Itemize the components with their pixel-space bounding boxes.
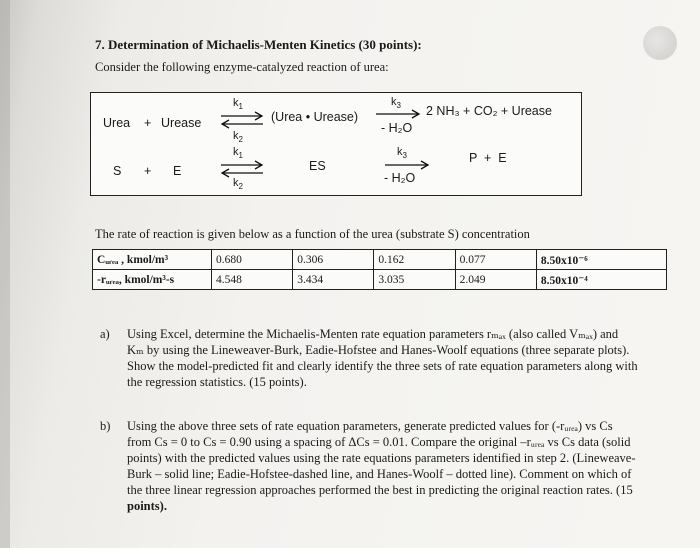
- table-cell: 8.50x10⁻⁴: [536, 270, 666, 290]
- table-cell: 8.50x10⁻⁶: [536, 250, 666, 270]
- table-cell: 0.077: [455, 250, 536, 270]
- question-title: 7. Determination of Michaelis-Menten Kinetics (30 points):: [95, 37, 422, 52]
- table-cell: 4.548: [212, 270, 293, 290]
- camera-dot: [643, 26, 677, 60]
- item-b-body: [127, 418, 636, 514]
- table-row-label: -rᵤᵣₑₐ, kmol/m³-s: [93, 270, 212, 290]
- item-b-line: Using the above three sets of rate equation parameters, generate predicted values for (-rᵤᵣₑₐ) vs Cs: [127, 419, 613, 433]
- item-a-line: the regression statistics. (15 points).: [127, 375, 307, 389]
- item-a-line: Show the model-predicted fit and clearly identify the three sets of rate equation parameters along with: [127, 359, 638, 373]
- item-b: [100, 418, 670, 528]
- item-b-line: points) with the predicted values using the rate equations parameters identified in step 2. (Lineweave-: [127, 451, 636, 465]
- item-a: [100, 326, 660, 396]
- table-row-label: Cᵤᵣₑₐ , kmol/m³: [93, 250, 212, 270]
- k2-label: $k_2$: [233, 130, 243, 145]
- table-cell: 2.049: [455, 270, 536, 290]
- equilibrium-arrow-icon: [219, 111, 265, 129]
- k3-label-2: $k_3$: [397, 146, 407, 161]
- enzyme-e: E: [173, 164, 182, 178]
- question-intro: Consider the following enzyme-catalyzed reaction of urea:: [95, 60, 389, 74]
- forward-arrow-icon: [374, 109, 422, 119]
- products-row1: 2 NH₃ + CO₂ + Urease: [426, 104, 552, 118]
- rate-data-table: [92, 249, 667, 290]
- water-loss: - H₂O: [381, 121, 413, 135]
- item-b-line: the three linear regression approaches performed the best in predicting the original reaction rates. (15: [127, 483, 633, 497]
- complex-es: ES: [309, 159, 326, 173]
- substrate-s: S: [113, 164, 122, 178]
- table-cell: 0.680: [212, 250, 293, 270]
- item-b-label: b): [100, 419, 111, 433]
- forward-arrow-icon-2: [383, 160, 431, 170]
- item-b-line: from Cs = 0 to Cs = 0.90 using a spacing of ΔCs = 0.01. Compare the original –rᵤᵣₑₐ vs Cs data (solid: [127, 435, 631, 449]
- products-row2: P + E: [469, 151, 507, 165]
- reactant-urea: Urea: [103, 116, 131, 130]
- rate-description: The rate of reaction is given below as a function of the urea (substrate S) concentration: [95, 227, 530, 241]
- reactant-urease: Urease: [161, 116, 202, 130]
- table-cell: 0.162: [374, 250, 455, 270]
- enzyme-complex: (Urea • Urease): [271, 110, 359, 124]
- item-a-label: a): [100, 327, 110, 341]
- plus-sign: +: [144, 116, 152, 130]
- item-a-line: Using Excel, determine the Michaelis-Menten rate equation parameters rₘₐₓ (also called Vₘₐₓ) and: [127, 327, 619, 341]
- table-row: [93, 250, 667, 270]
- item-b-line: points).: [127, 499, 167, 513]
- k1-label-2: $k_1$: [233, 146, 243, 161]
- water-loss-2: - H₂O: [384, 171, 416, 185]
- table-cell: 3.434: [293, 270, 374, 290]
- table-row: [93, 270, 667, 290]
- table-cell: 3.035: [374, 270, 455, 290]
- reaction-scheme-box: [90, 92, 582, 196]
- item-a-line: Kₘ by using the Lineweaver-Burk, Eadie-Hofstee and Hanes-Woolf equations (three separate plots).: [127, 343, 630, 357]
- plus-sign-2: +: [144, 164, 152, 178]
- page-edge-shadow: [0, 0, 10, 548]
- item-b-line: Burk – solid line; Eadie-Hofstee-dashed line, and Hanes-Woolf – dotted line). Comment on which of: [127, 467, 632, 481]
- k2-label-2: $k_2$: [233, 177, 243, 192]
- item-a-body: [127, 326, 638, 390]
- k3-label: $k_3$: [391, 96, 401, 111]
- table-cell: 0.306: [293, 250, 374, 270]
- equilibrium-arrow-icon-2: [219, 160, 265, 178]
- k1-label: $k_1$: [233, 97, 243, 112]
